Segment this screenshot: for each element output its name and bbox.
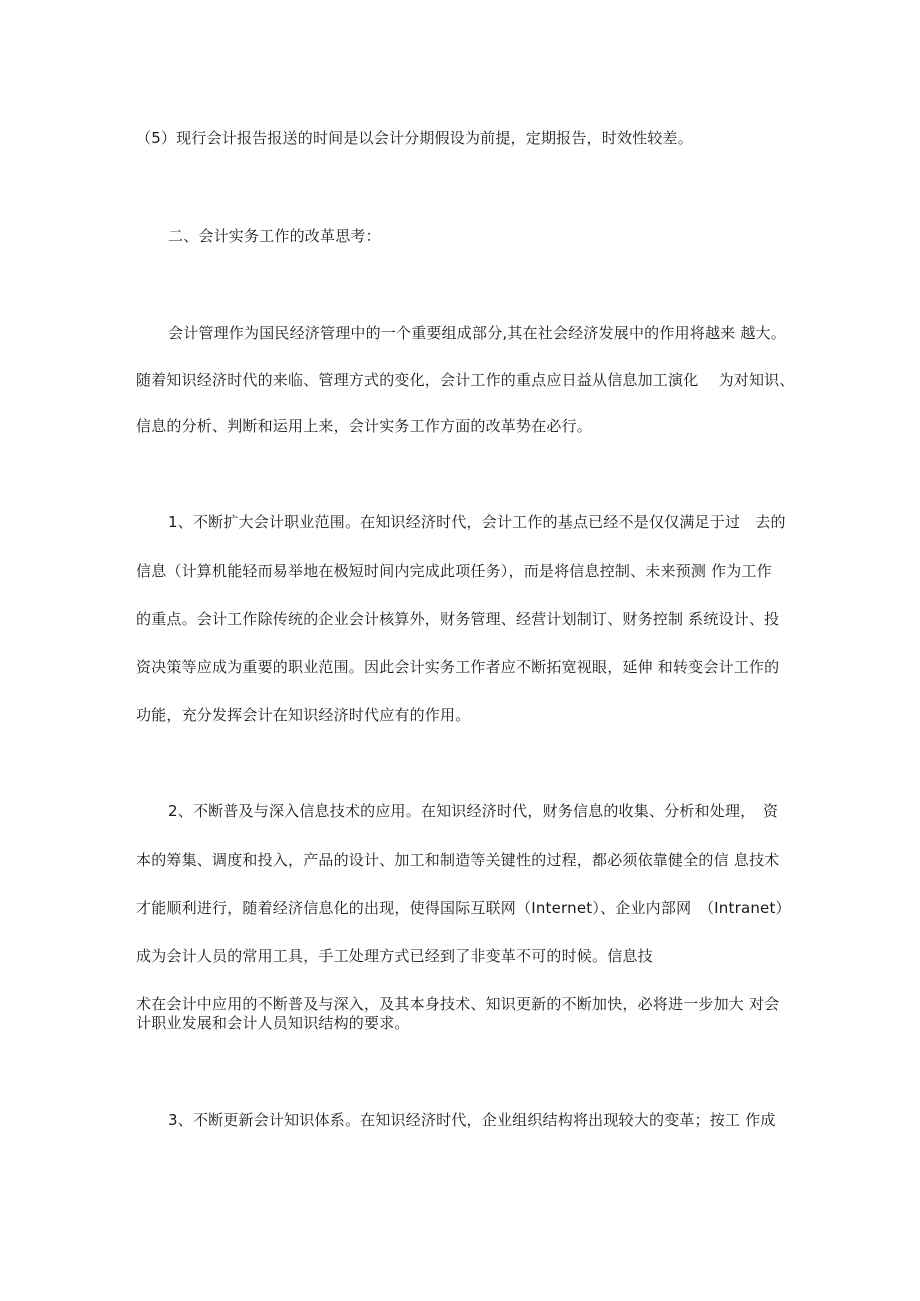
section-heading: 二、会计实务工作的改革思考： — [168, 227, 381, 245]
paragraph-line: 功能，充分发挥会计在知识经济时代应有的作用。 — [136, 706, 471, 724]
paragraph-line: 成为会计人员的常用工具，手工处理方式已经到了非变革不可的时候。信息技 — [136, 947, 653, 965]
paragraph-line: 1、不断扩大会计职业范围。在知识经济时代，会计工作的基点已经不是仅仅满足于过 去的 — [168, 513, 786, 531]
paragraph-line: 术在会计中应用的不断普及与深入，及其本身技术、知识更新的不断加快，必将进一步加大 对会计职业发展和会计人员知识结构的要求。 — [136, 995, 780, 1032]
paragraph-line: 本的筹集、调度和投入，产品的设计、加工和制造等关键性的过程，都必须依靠健全的信 息技术 — [136, 851, 780, 869]
item-5-paragraph: （5）现行会计报告报送的时间是以会计分期假设为前提，定期报告，时效性较差。 — [136, 129, 693, 147]
paragraph-line: 随着知识经济时代的来临、管理方式的变化，会计工作的重点应日益从信息加工演化 为对知识、 — [136, 371, 795, 389]
paragraph-line: 信息的分析、判断和运用上来，会计实务工作方面的改革势在必行。 — [136, 417, 593, 435]
paragraph-line: 2、不断普及与深入信息技术的应用。在知识经济时代，财务信息的收集、分析和处理， 资 — [168, 802, 779, 820]
paragraph-line: 的重点。会计工作除传统的企业会计核算外，财务管理、经营计划制订、财务控制 系统设计、投 — [136, 610, 780, 628]
paragraph-line: 会计管理作为国民经济管理中的一个重要组成部分,其在社会经济发展中的作用将越来 越大。 — [168, 324, 786, 342]
paragraph-line: 信息（计算机能轻而易举地在极短时间内完成此项任务），而是将信息控制、未来预测 作为工作 — [136, 562, 772, 580]
paragraph-line: 才能顺利进行，随着经济信息化的出现，使得国际互联网（Internet）、企业内部网 （Intranet） — [136, 899, 791, 917]
paragraph-line: 资决策等应成为重要的职业范围。因此会计实务工作者应不断拓宽视眼，延伸 和转变会计工作的 — [136, 658, 780, 676]
paragraph-line: 3、不断更新会计知识体系。在知识经济时代，企业组织结构将出现较大的变革；按工 作成 — [168, 1111, 776, 1129]
